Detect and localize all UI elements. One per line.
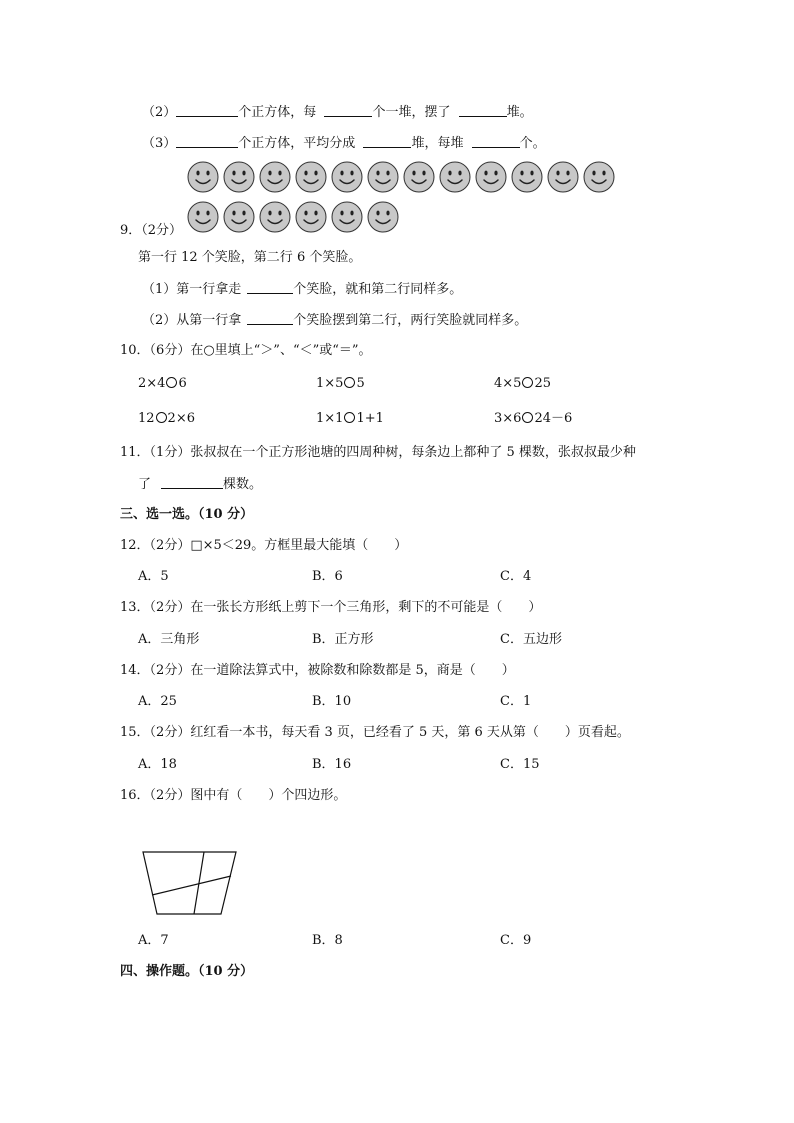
- q13-stem: 13．（2分）在一张长方形纸上剪下一个三角形，剩下的不可能是（ ）: [120, 600, 542, 615]
- diagonal-divider: [152, 876, 231, 895]
- answer-blank[interactable]: [176, 134, 238, 148]
- quadrilateral-figure: [138, 848, 242, 918]
- outer-trapezoid: [143, 852, 236, 914]
- smiley-face-icon: [223, 201, 255, 233]
- smiley-face-icon: [547, 161, 579, 193]
- smiley-face-icon: [367, 161, 399, 193]
- section-4-heading: 四、操作题。（10 分）: [120, 964, 254, 979]
- q10-item: 1×5 5: [316, 376, 365, 391]
- smiley-face-icon: [187, 201, 219, 233]
- smiley-face-icon: [403, 161, 435, 193]
- q14-option-a[interactable]: A．25: [138, 694, 177, 709]
- q8-sub3: （3） 个正方体，平均分成 堆，每堆 个。: [142, 136, 546, 151]
- compare-circle[interactable]: [166, 377, 177, 388]
- q16-option-a[interactable]: A．7: [138, 933, 169, 948]
- answer-blank[interactable]: [472, 134, 520, 148]
- q16-stem: 16．（2分）图中有（ ）个四边形。: [120, 788, 347, 803]
- q13-option-b[interactable]: B．正方形: [312, 632, 374, 647]
- q8-sub2: （2） 个正方体，每 个一堆，摆了 堆。: [142, 105, 533, 120]
- q15-option-c[interactable]: C．15: [500, 757, 540, 772]
- section-3-heading: 三、选一选。（10 分）: [120, 507, 254, 522]
- smiley-face-icon: [583, 161, 615, 193]
- q10-item: 3×6 24－6: [494, 411, 573, 426]
- smiley-face-icon: [367, 201, 399, 233]
- q9-number: 9．（2分）: [120, 223, 183, 238]
- smiley-face-icon: [295, 161, 327, 193]
- smiley-face-icon: [439, 161, 471, 193]
- q12-option-c[interactable]: C．4: [500, 569, 532, 584]
- smiley-face-icon: [223, 161, 255, 193]
- q12-option-a[interactable]: A．5: [138, 569, 169, 584]
- smiley-row-1: [187, 161, 615, 193]
- compare-circle[interactable]: [344, 377, 355, 388]
- compare-circle[interactable]: [344, 412, 355, 423]
- q10-stem: 10．（6分）在○里填上“＞”、“＜”或“＝”。: [120, 343, 372, 358]
- smiley-face-icon: [331, 201, 363, 233]
- q15-option-a[interactable]: A．18: [138, 757, 177, 772]
- smiley-face-icon: [187, 161, 219, 193]
- answer-blank[interactable]: [247, 280, 293, 294]
- smiley-face-icon: [259, 161, 291, 193]
- smiley-face-icon: [511, 161, 543, 193]
- q14-option-c[interactable]: C．1: [500, 694, 532, 709]
- smiley-row-2: [187, 201, 399, 233]
- q14-stem: 14．（2分）在一道除法算式中，被除数和除数都是 5，商是（ ）: [120, 663, 515, 678]
- q10-item: 1×1 1+1: [316, 411, 384, 426]
- smiley-face-icon: [331, 161, 363, 193]
- smiley-face-icon: [295, 201, 327, 233]
- answer-blank[interactable]: [363, 134, 411, 148]
- q13-option-a[interactable]: A．三角形: [138, 632, 200, 647]
- q10-item: 4×5 25: [494, 376, 551, 391]
- q9-stem: 第一行 12 个笑脸，第二行 6 个笑脸。: [138, 250, 362, 265]
- q14-option-b[interactable]: B．10: [312, 694, 352, 709]
- q15-option-b[interactable]: B．16: [312, 757, 352, 772]
- compare-circle[interactable]: [522, 377, 533, 388]
- compare-circle[interactable]: [156, 412, 167, 423]
- answer-blank[interactable]: [161, 475, 223, 489]
- answer-blank[interactable]: [324, 103, 372, 117]
- q12-stem: 12．（2分）□×5＜29。方框里最大能填（ ）: [120, 538, 408, 553]
- smiley-face-icon: [259, 201, 291, 233]
- q16-option-b[interactable]: B．8: [312, 933, 343, 948]
- q9-sub1: （1）第一行拿走 个笑脸，就和第二行同样多。: [142, 282, 463, 297]
- answer-blank[interactable]: [459, 103, 507, 117]
- q10-item: 12 2×6: [138, 411, 195, 426]
- q15-stem: 15．（2分）红红看一本书，每天看 3 页，已经看了 5 天，第 6 天从第（ ）页看起。: [120, 725, 630, 740]
- answer-blank[interactable]: [176, 103, 238, 117]
- q10-item: 2×4 6: [138, 376, 187, 391]
- answer-blank[interactable]: [247, 311, 293, 325]
- q13-option-c[interactable]: C．五边形: [500, 632, 562, 647]
- q11-line1: 11．（1分）张叔叔在一个正方形池塘的四周种树，每条边上都种了 5 棵数，张叔叔最少种: [120, 445, 636, 460]
- q12-option-b[interactable]: B．6: [312, 569, 343, 584]
- q16-option-c[interactable]: C．9: [500, 933, 532, 948]
- q9-sub2: （2）从第一行拿 个笑脸摆到第二行，两行笑脸就同样多。: [142, 313, 528, 328]
- compare-circle[interactable]: [522, 412, 533, 423]
- q11-line2: 了 棵数。: [138, 477, 263, 492]
- smiley-face-icon: [475, 161, 507, 193]
